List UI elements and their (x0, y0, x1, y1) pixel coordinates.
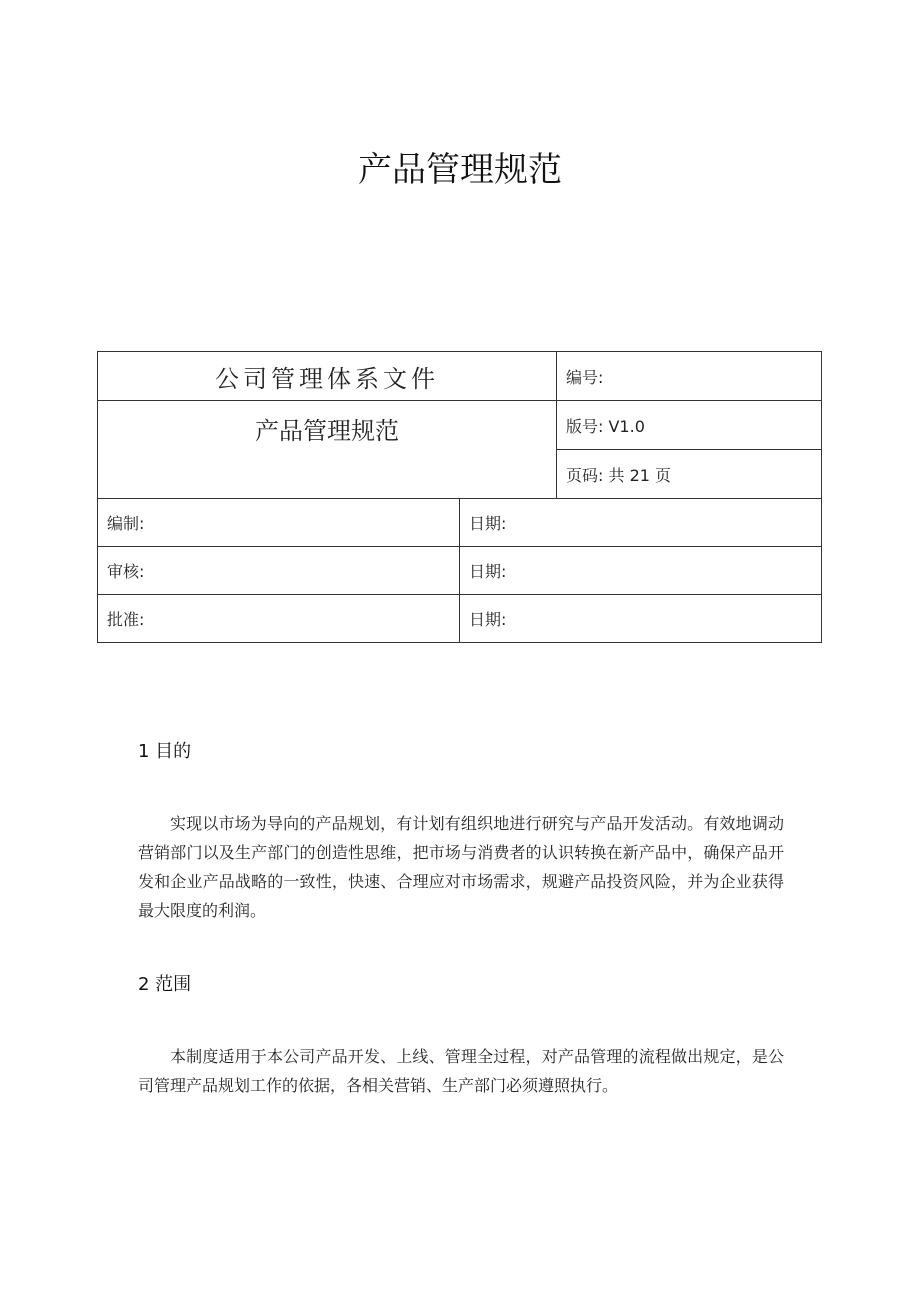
reviewed-by-cell: 审核: (98, 547, 460, 595)
table-row (98, 499, 822, 547)
approved-date-cell: 日期: (460, 595, 822, 643)
section-heading-purpose: 1 目的 (138, 741, 192, 762)
reviewed-date-cell: 日期: (460, 547, 822, 595)
section-body-scope: 本制度适用于本公司产品开发、上线、管理全过程，对产品管理的流程做出规定，是公司管理产品规划工作的依据，各相关营销、生产部门必须遵照执行。 (138, 1047, 784, 1095)
document-control-table (97, 351, 822, 643)
version-cell: 版号: V1.0 (557, 401, 822, 450)
document-title: 产品管理规范 (358, 150, 562, 190)
approved-by-cell: 批准: (98, 595, 460, 643)
page-count-cell: 页码: 共 21 页 (557, 450, 822, 499)
table-row (98, 401, 822, 450)
section-body-purpose: 实现以市场为导向的产品规划，有计划有组织地进行研究与产品开发活动。有效地调动营销部门以及生产部门的创造性思维，把市场与消费者的认识转换在新产品中，确保产品开发和企业产品战略的一致性，快速、合理应对市场需求，规避产品投资风险，并为企业获得最大限度的利润。 (138, 814, 784, 920)
prepared-date-cell: 日期: (460, 499, 822, 547)
table-row (98, 352, 822, 401)
prepared-by-cell: 编制: (98, 499, 460, 547)
document-number-cell: 编号: (557, 352, 822, 401)
system-name-cell: 公司管理体系文件 (98, 352, 557, 401)
table-row (98, 547, 822, 595)
table-row (98, 595, 822, 643)
document-name-cell: 产品管理规范 (98, 401, 557, 499)
section-heading-scope: 2 范围 (138, 974, 192, 995)
